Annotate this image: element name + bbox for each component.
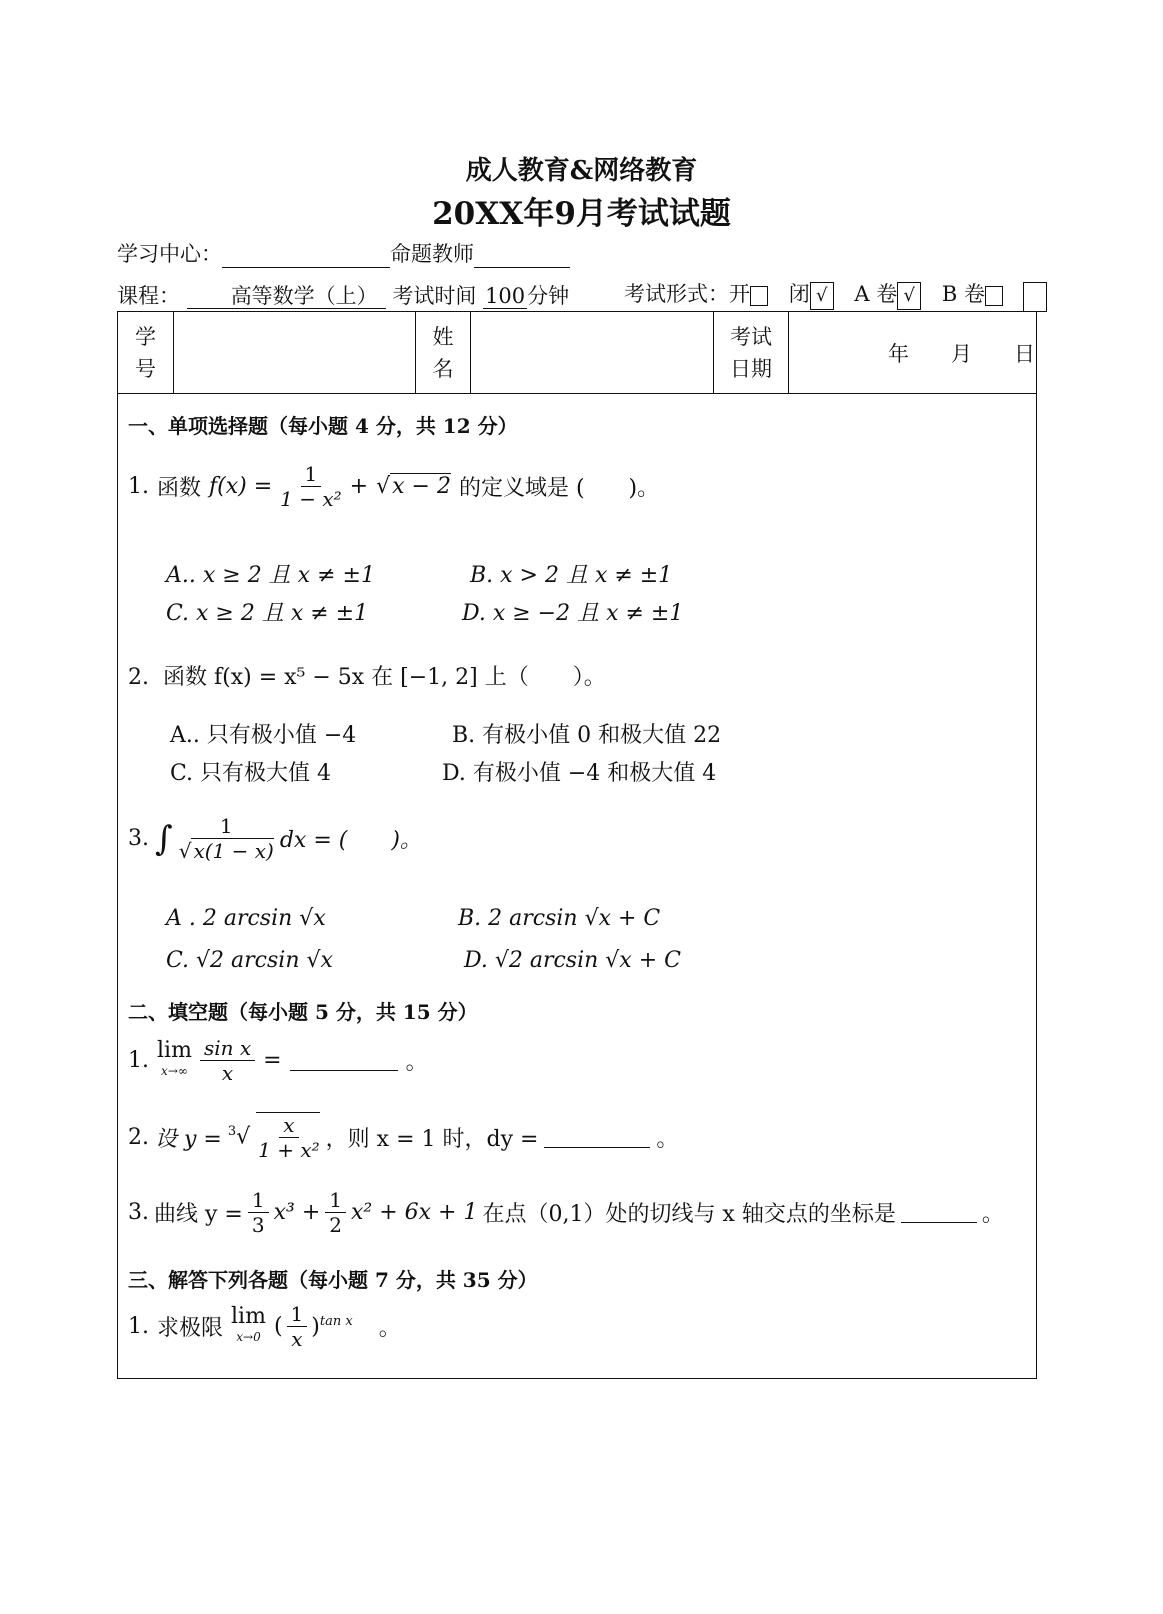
q1-2-option-b: B. 有极小值 0 和极大值 22 (452, 723, 722, 748)
open-checkbox[interactable] (750, 286, 768, 306)
section-1-title: 一、单项选择题（每小题 4 分，共 12 分） (128, 414, 518, 438)
q1-1-option-c: C. x ≥ 2 且 x ≠ ±1 (166, 601, 369, 626)
q1-3-option-c: C. √2 arcsin √x (166, 948, 333, 973)
question-2-1: 1. lim x→∞ $\frac{\text{sin x}}{x}$ = 。 (128, 1036, 428, 1085)
info-col-3 (470, 311, 471, 393)
study-center-label: 学习中心： (117, 242, 222, 266)
student-id-field[interactable] (176, 315, 412, 389)
exam-form-group (624, 278, 1003, 310)
question-1-2: 2. 函数 f(x) = x⁵ − 5x 在 [−1, 2] 上（ ）。 (128, 665, 606, 690)
q1-1-option-a: A.. x ≥ 2 且 x ≠ ±1 (166, 563, 375, 588)
q1-2-option-d: D. 有极小值 −4 和极大值 4 (442, 761, 717, 786)
header-line-1 (117, 238, 570, 268)
closed-checkbox[interactable]: √ (810, 282, 834, 310)
q1-1-option-b: B. x > 2 且 x ≠ ±1 (470, 563, 673, 588)
section-2-title: 二、填空题（每小题 5 分，共 15 分） (128, 1000, 478, 1024)
course-name: 高等数学（上） (187, 284, 386, 309)
info-row-divider (117, 393, 1037, 394)
paper-b-label: B 卷 (941, 282, 986, 306)
q1-3-option-d: D. √2 arcsin √x + C (464, 948, 681, 973)
answer-blank-2-1[interactable] (290, 1050, 398, 1071)
q1-2-option-a: A.. 只有极小值 −4 (170, 723, 357, 748)
paper-a-checkbox[interactable]: √ (897, 282, 921, 310)
answer-blank-2-2[interactable] (544, 1127, 650, 1148)
extra-box (1023, 282, 1047, 312)
closed-label: 闭 (788, 282, 810, 306)
answer-blank-2-3[interactable] (901, 1202, 977, 1223)
course-label: 课程： (117, 284, 180, 308)
name-label: 姓 名 (432, 325, 454, 381)
q1-1-option-d: D. x ≥ −2 且 x ≠ ±1 (462, 601, 684, 626)
teacher-blank[interactable] (474, 245, 570, 268)
section-3-title: 三、解答下列各题（每小题 7 分，共 35 分） (128, 1268, 538, 1292)
info-col-1 (173, 311, 174, 393)
exam-title-org: 成人教育&网络教育 (465, 156, 698, 186)
question-3-1: 1. 求极限 lim x→0 ( $\frac{1}{x}$ )$^{tan x}$ 。 (128, 1302, 401, 1351)
exam-time-unit: 分钟 (527, 284, 570, 308)
exam-date-value[interactable]: 年 月 日 (888, 342, 1035, 366)
question-2-3: 3. 曲线 y = $\frac{1}{3}$ x³ + $\frac{1}{2}$ x² + 6x + 1 在点（0,1）处的切线与 x 轴交点的坐标是 。 (128, 1188, 1004, 1237)
exam-title-main: 20XX年9月考试试题 (432, 196, 731, 232)
paper-a-label: A 卷 (854, 282, 898, 306)
q1-3-option-b: B. 2 arcsin √x + C (458, 906, 661, 931)
student-id-label: 学 号 (135, 325, 156, 381)
q1-2-option-c: C. 只有极大值 4 (170, 761, 332, 786)
question-2-2: 2. 设 y = $^3$√ $\frac{x}{\text{1 + x²}}$ ，则 x = 1 时，dy = 。 (128, 1113, 679, 1162)
study-center-blank[interactable] (222, 245, 390, 268)
exam-time-value: 100 (485, 284, 526, 308)
exam-form-label: 考试形式：开 (624, 282, 750, 306)
paper-b-checkbox[interactable] (985, 286, 1003, 306)
question-1-3: 3. ∫ $\frac{1}{√ x(1 - x)}$ dx = ( )。 (128, 814, 422, 863)
q1-3-option-a: A . 2 arcsin √x (166, 906, 326, 931)
name-field[interactable] (473, 315, 710, 389)
info-col-5 (788, 311, 789, 393)
header-line-2 (117, 280, 569, 310)
teacher-label: 命题教师 (390, 242, 474, 266)
exam-date-label: 考试 日期 (730, 325, 772, 381)
exam-time-label: 考试时间 (392, 284, 477, 308)
question-1-1: 1. 函数 f(x) = $\frac{1}{\text{1 − x²}}$ + √x − 2 的定义域是 ( )。 (128, 462, 660, 511)
